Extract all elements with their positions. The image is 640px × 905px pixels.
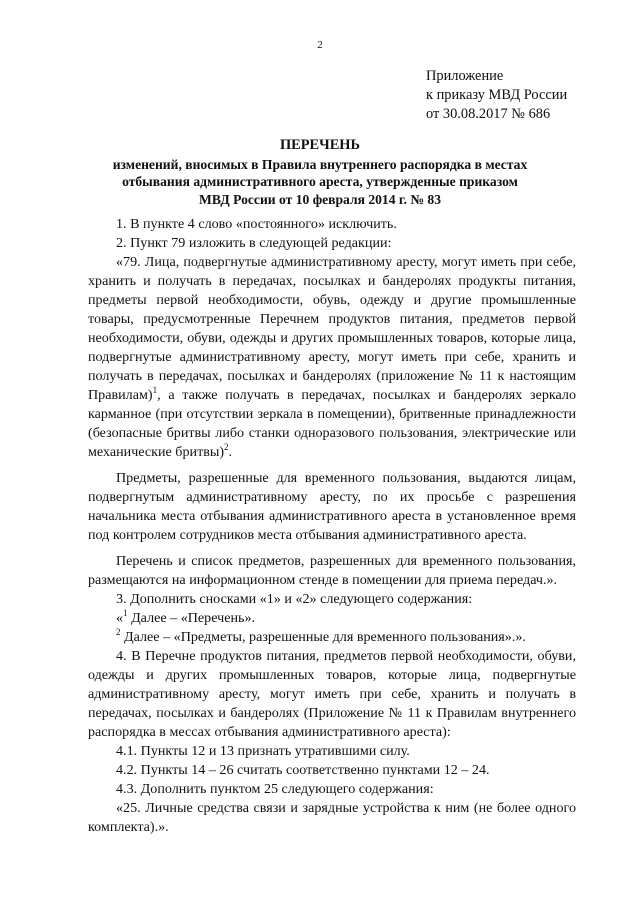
footnote-ref: 1 xyxy=(123,608,128,618)
annex-line: Приложение xyxy=(426,68,504,84)
paragraph: «25. Личные средства связи и зарядные устройства к ним (не более одного комплекта).». xyxy=(88,800,576,835)
paragraph-text: «79. Лица, подвергнутые административному аресту, могут иметь при себе, хранить и получать в передачах, посылках и бандеролях продукты питания, предметы первой необходимости, обувь, одежду и другие промышленные товары, предусмотренные Перечнем продуктов питания, предметов первой необходимости, обуви, одежды и других промышленных товаров, которые лица, подвергнутые административному аресту, могут иметь при себе, хранить и получать в передачах, посылках и бандеролях (приложение № 11 к настоящим Правилам) xyxy=(88,254,576,403)
heading-line: отбывания административного ареста, утвержденные приказом xyxy=(122,174,518,189)
paragraph: 4.1. Пункты 12 и 13 признать утратившими силу. xyxy=(116,743,410,759)
quote-mark: « xyxy=(116,610,124,626)
footnote-text: Далее – «Предметы, разрешенные для временного пользования».». xyxy=(120,629,526,645)
footnote-text: Далее – «Перечень». xyxy=(127,610,256,626)
paragraph: 4. В Перечне продуктов питания, предметов первой необходимости, обуви, одежды и других промышленных товаров, которые лица, подвергнутые административному аресту, могут иметь при себе, хранить и получать в передачах, посылках и бандеролях (Приложение № 11 к Правилам внутреннего распорядка в мессах отбывания административного ареста): xyxy=(88,648,576,740)
paragraph: 3. Дополнить сносками «1» и «2» следующего содержания: xyxy=(116,591,473,607)
document-heading xyxy=(60,137,580,208)
paragraph-item-79 xyxy=(88,253,576,462)
footnote-line xyxy=(88,609,576,628)
document-body xyxy=(88,215,576,837)
paragraph: Перечень и список предметов, разрешенных для временного пользования, размещаются на информационном стенде в помещении для приема передач.». xyxy=(88,553,576,588)
document-title: ПЕРЕЧЕНЬ xyxy=(279,137,361,153)
page-number: 2 xyxy=(317,39,323,51)
paragraph-text: . xyxy=(228,444,233,460)
annex-line: от 30.08.2017 № 686 xyxy=(426,106,551,122)
paragraph-text: , а также получать в передачах, посылках и бандеролях зеркало карманное (при отсутствии зеркала в помещении), бритвенные принадлежности (безопасные бритвы либо станки одноразового пользования, электрические или механические бритвы) xyxy=(88,387,576,460)
paragraph: 2. Пункт 79 изложить в следующей редакции: xyxy=(116,235,392,251)
annex-block xyxy=(426,67,567,124)
paragraph: 1. В пункте 4 слово «постоянного» исключить. xyxy=(116,216,397,232)
paragraph: Предметы, разрешенные для временного пользования, выдаются лицам, подвергнутым административному аресту, по их просьбе с разрешения начальника места отбывания административного ареста в установленное время под контролем сотрудников места отбывания административного ареста. xyxy=(88,470,576,543)
footnote-ref: 2 xyxy=(116,627,121,637)
heading-line: изменений, вносимых в Правила внутреннего распорядка в местах xyxy=(112,156,528,172)
annex-line: к приказу МВД России xyxy=(426,87,568,103)
heading-line: МВД России от 10 февраля 2014 г. № 83 xyxy=(198,191,442,207)
footnote-ref: 2 xyxy=(224,442,229,452)
footnote-line xyxy=(88,628,576,647)
paragraph: 4.2. Пункты 14 – 26 считать соответственно пунктами 12 – 24. xyxy=(116,762,490,778)
footnote-ref: 1 xyxy=(152,385,158,395)
paragraph: 4.3. Дополнить пунктом 25 следующего содержания: xyxy=(116,781,434,797)
